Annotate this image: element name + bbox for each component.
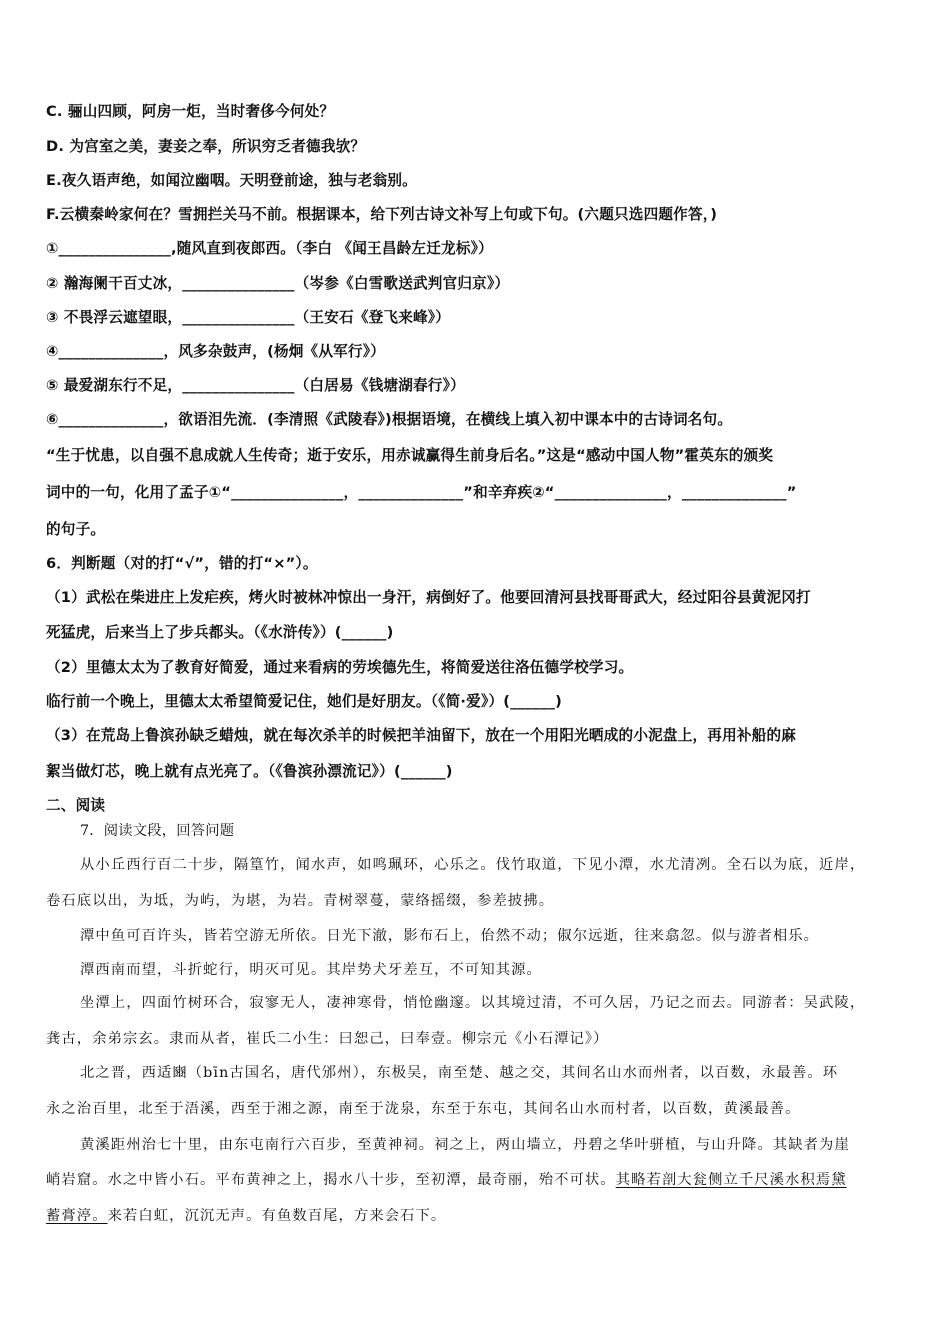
quote-line-2: 词中的一句，化用了孟子①“_______________，______________”和辛弃疾②“_______________，______________” bbox=[46, 484, 797, 501]
passage-line-2: 卷石底以出，为坻，为屿，为堪，为岩。青树翠蔓，蒙络摇缀，参差披拂。 bbox=[46, 893, 555, 909]
passage-line-11-text: 来若白虹，沉沉无声。有鱼数百尾，方来会石下。 bbox=[107, 1208, 447, 1224]
fill-blank-5: ⑤ 最爱湖东行不足，_______________（白居易《钱塘湖春行》） bbox=[46, 377, 465, 394]
underlined-sentence-part-1: 其略若剖大瓮侧立千尺溪水积焉黛 bbox=[615, 1172, 847, 1188]
judge-3-line-1: （3）在荒岛上鲁滨孙缺乏蜡烛，就在每次杀羊的时候把羊油留下，放在一个用阳光晒成的小泥盘上，再用补船的麻 bbox=[46, 727, 797, 744]
option-e: E.夜久语声绝，如闻泣幽咽。天明登前途，独与老翁别。 bbox=[46, 172, 417, 189]
passage-line-10 bbox=[46, 1170, 916, 1190]
option-f: F.云横秦岭家何在？雪拥拦关马不前。根据课本，给下列古诗文补写上句或下句。(六题只选四题作答，) bbox=[46, 206, 718, 223]
section-reading-heading: 二、阅读 bbox=[46, 797, 106, 814]
underlined-sentence-part-2: 蓄膏渟。 bbox=[46, 1208, 108, 1224]
judge-2-line-1: （2）里德太太为了教育好简爱，通过来看病的劳埃德先生，将简爱送往洛伍德学校学习。 bbox=[46, 659, 634, 676]
question-6-title: 6．判断题（对的打“√”，错的打“×”）。 bbox=[46, 555, 318, 572]
passage-line-9: 黄溪距州治七十里，由东屯南行六百步，至黄神祠。祠之上，两山墙立，丹碧之华叶骈植，与山升降。其缺者为崖 bbox=[80, 1137, 850, 1153]
quote-line-3: 的句子。 bbox=[46, 521, 106, 538]
judge-1-line-2: 死猛虎，后来当上了步兵都头。（《水浒传》）(______) bbox=[46, 624, 394, 641]
fill-blank-6: ⑥______________，欲语泪先流．(李清照《武陵春》)根据语境，在横线上填入初中课本中的古诗词名句。 bbox=[46, 411, 733, 428]
fill-blank-1: ①_______________,随风直到夜郎西。（李白 《闻王昌龄左迁龙标》） bbox=[46, 240, 493, 257]
question-7-title: 7．阅读文段，回答问题 bbox=[80, 823, 235, 839]
passage-line-3: 潭中鱼可百许头，皆若空游无所依。日光下澈，影布石上，佁然不动；俶尔远逝，往来翕忽。似与游者相乐。 bbox=[80, 928, 820, 944]
fill-blank-3: ③ 不畏浮云遮望眼，_______________（王安石《登飞来峰》） bbox=[46, 309, 451, 326]
option-d: D. 为宫室之美，妻妾之奉，所识穷乏者德我欤？ bbox=[46, 138, 366, 155]
passage-line-11 bbox=[46, 1206, 916, 1226]
passage-line-1: 从小丘西行百二十步，隔篁竹，闻水声，如鸣珮环，心乐之。伐竹取道，下见小潭，水尤清冽。全石以为底，近岸， bbox=[80, 857, 866, 873]
passage-line-4: 潭西南而望，斗折蛇行，明灭可见。其岸势犬牙差互，不可知其源。 bbox=[80, 962, 542, 978]
judge-2-line-2: 临行前一个晚上，里德太太希望简爱记住，她们是好朋友。（《简·爱》）(______) bbox=[46, 693, 562, 710]
passage-line-5: 坐潭上，四面竹树环合，寂寥无人，凄神寒骨，悄怆幽邃。以其境过清，不可久居，乃记之而去。同游者：吴武陵， bbox=[80, 995, 866, 1011]
passage-line-10-text: 峭岩窟。水之中皆小石。平布黄神之上，揭水八十步，至初潭，最奇丽，殆不可状。 bbox=[46, 1172, 616, 1188]
passage-line-6: 龚古，余弟宗玄。隶而从者，崔氏二小生：曰恕己，曰奉壹。柳宗元《小石潭记》） bbox=[46, 1031, 609, 1047]
fill-blank-2: ② 瀚海阑干百丈冰，_______________（岑参《白雪歌送武判官归京》） bbox=[46, 275, 510, 292]
quote-line-1: “生于忧患，以自强不息成就人生传奇；逝于安乐，用赤诚赢得生前身后名。”这是“感动中国人物”霍英东的颁奖 bbox=[46, 447, 774, 464]
option-c: C. 骊山四顾，阿房一炬，当时奢侈今何处？ bbox=[46, 103, 335, 120]
judge-3-line-2: 絮当做灯芯，晚上就有点光亮了。（《鲁滨孙漂流记》）(______) bbox=[46, 763, 453, 780]
judge-1-line-1: （1）武松在柴进庄上发疟疾，烤火时被林冲惊出一身汗，病倒好了。他要回清河县找哥哥武大，经过阳谷县黄泥冈打 bbox=[46, 589, 811, 606]
fill-blank-4: ④______________，风多杂鼓声，(杨炯《从军行》） bbox=[46, 343, 385, 360]
passage-line-7: 北之晋，西适豳（bīn古国名，唐代邠州），东极吴，南至楚、越之交，其间名山水而州者，以百数，永最善。环 bbox=[80, 1065, 839, 1081]
passage-line-8: 永之治百里，北至于浯溪，西至于湘之源，南至于泷泉，东至于东屯，其间名山水而村者，以百数，黄溪最善。 bbox=[46, 1101, 801, 1117]
